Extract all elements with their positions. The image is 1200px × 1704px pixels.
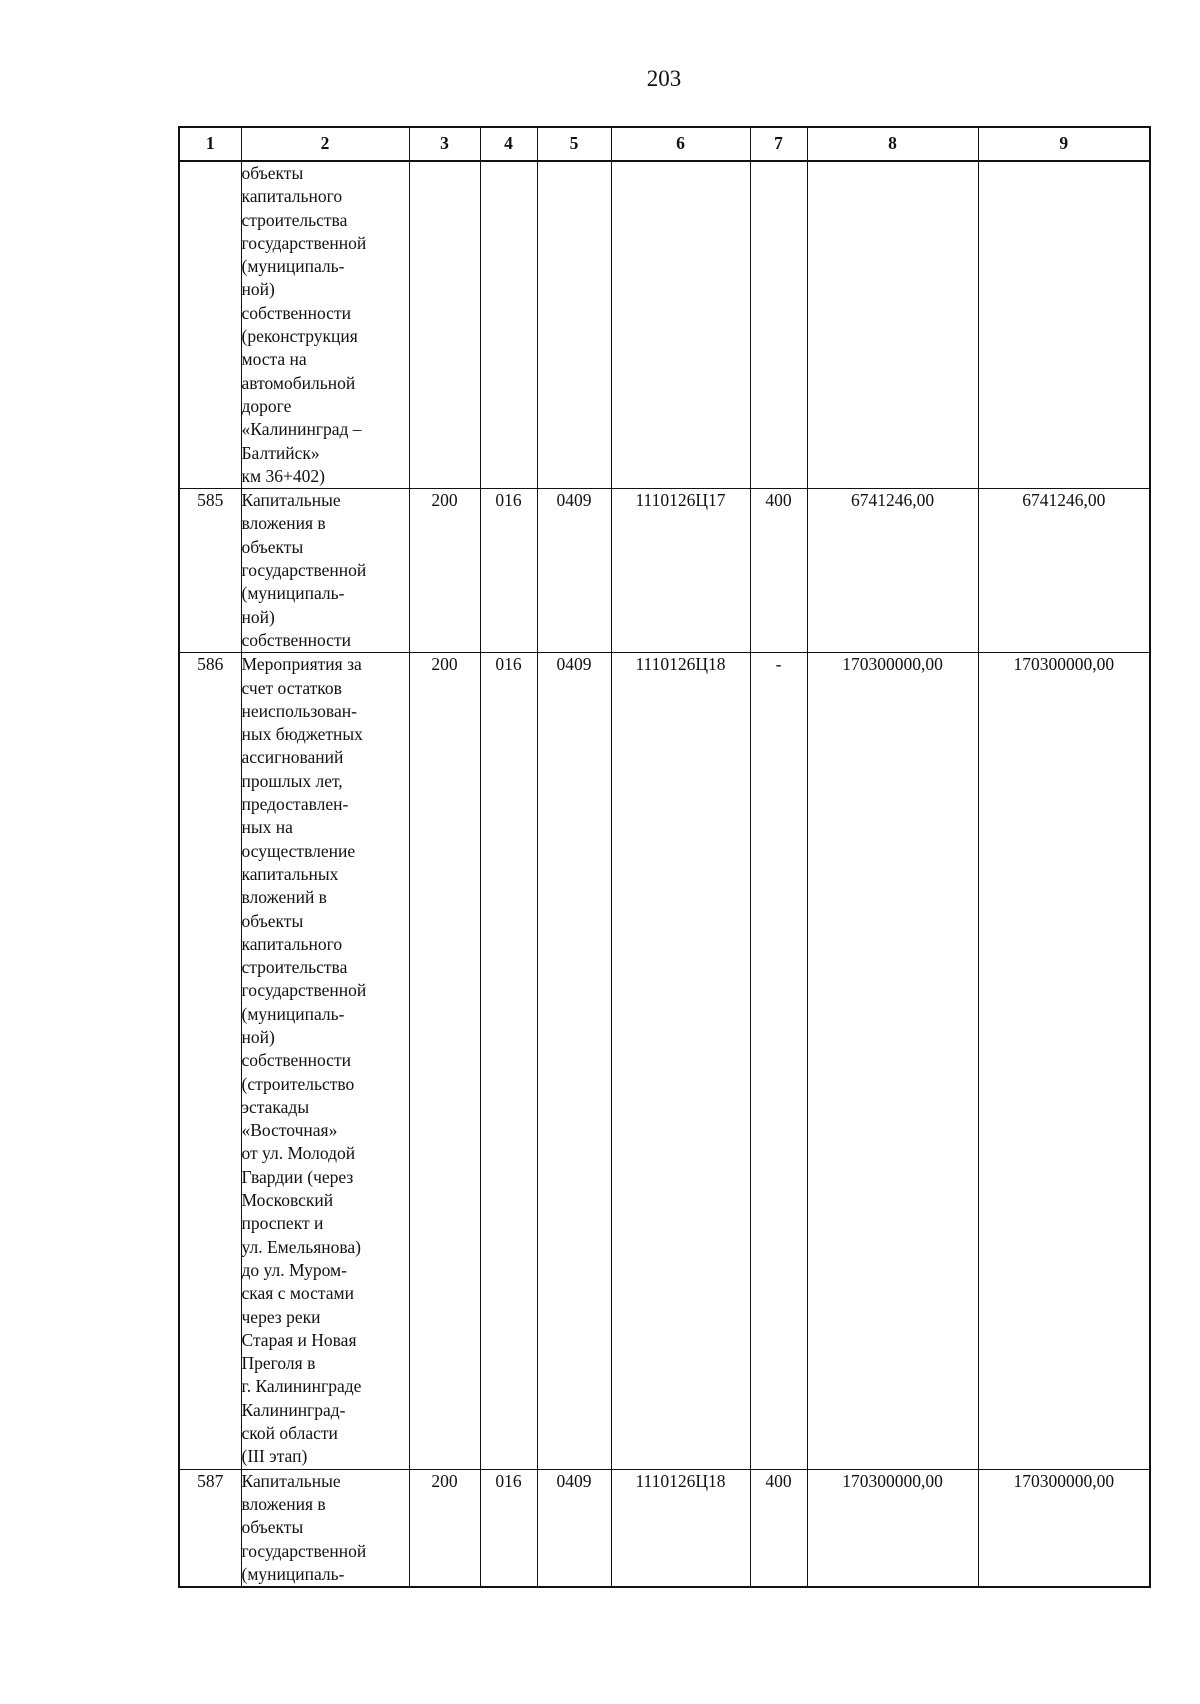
table-cell: [750, 161, 807, 489]
table-cell: 200: [409, 653, 480, 1469]
table-row: [179, 1469, 1150, 1587]
row-name-cell: Мероприятия за счет остатков неиспользован- ных бюджетных ассигнований прошлых лет, предоставлен- ных на осуществление капитальных вложений в объекты капитального строительства государственной (муниципаль- ной) собственности (строительство эстакады «Восточная» от ул. Молодой Гвардии (через Московский проспект и ул. Емельянова) до ул. Муром- ская с мостами через реки Старая и Новая Преголя в г. Калининграде Калининград- ской области (III этап): [241, 653, 409, 1469]
table-cell: 016: [480, 489, 537, 653]
table-cell: 200: [409, 1469, 480, 1587]
column-header: 4: [480, 127, 537, 161]
table-cell: 200: [409, 489, 480, 653]
table-cell: [978, 161, 1150, 489]
column-header: 9: [978, 127, 1150, 161]
table-row: [179, 653, 1150, 1469]
table-cell: 1110126Ц17: [611, 489, 750, 653]
table-cell: 016: [480, 1469, 537, 1587]
table-header-row: [179, 127, 1150, 161]
amount-cell: 170300000,00: [807, 653, 978, 1469]
column-header: 5: [537, 127, 611, 161]
table-cell: [409, 161, 480, 489]
table-row-continuation: [179, 161, 1150, 489]
row-name-cell: объекты капитального строительства государственной (муниципаль- ной) собственности (реконструкция моста на автомобильной дороге «Калининград – Балтийск» км 36+402): [241, 161, 409, 489]
page-number: 203: [646, 66, 682, 91]
column-header: 2: [241, 127, 409, 161]
table-row: [179, 489, 1150, 653]
row-number-cell: [179, 161, 241, 489]
budget-table: [178, 126, 1151, 1588]
table-cell: -: [750, 653, 807, 1469]
amount-cell: 6741246,00: [807, 489, 978, 653]
amount-cell: 6741246,00: [978, 489, 1150, 653]
table-cell: [611, 161, 750, 489]
table-cell: [537, 161, 611, 489]
table-cell: 400: [750, 489, 807, 653]
table-cell: 016: [480, 653, 537, 1469]
row-number-cell: 587: [179, 1469, 241, 1587]
column-header: 7: [750, 127, 807, 161]
column-header: 8: [807, 127, 978, 161]
column-header: 3: [409, 127, 480, 161]
column-header: 6: [611, 127, 750, 161]
row-name-cell: Капитальные вложения в объекты государственной (муниципаль- ной) собственности: [241, 489, 409, 653]
row-number-cell: 585: [179, 489, 241, 653]
table-cell: 1110126Ц18: [611, 653, 750, 1469]
table-cell: 0409: [537, 1469, 611, 1587]
column-header: 1: [179, 127, 241, 161]
row-number-cell: 586: [179, 653, 241, 1469]
table-cell: 0409: [537, 653, 611, 1469]
row-name-cell: Капитальные вложения в объекты государственной (муниципаль-: [241, 1469, 409, 1587]
table-cell: [807, 161, 978, 489]
amount-cell: 170300000,00: [978, 653, 1150, 1469]
table-cell: 0409: [537, 489, 611, 653]
table-cell: 1110126Ц18: [611, 1469, 750, 1587]
amount-cell: 170300000,00: [978, 1469, 1150, 1587]
table-cell: 400: [750, 1469, 807, 1587]
amount-cell: 170300000,00: [807, 1469, 978, 1587]
table-cell: [480, 161, 537, 489]
